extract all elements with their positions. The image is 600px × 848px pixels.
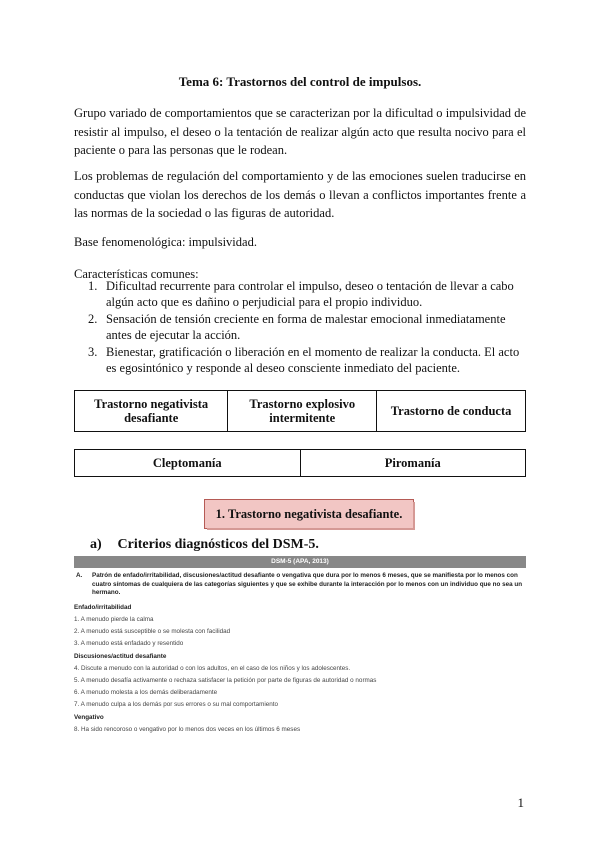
list-number: 3. [88,345,98,359]
list-number: 1. [88,279,98,293]
list-item [74,278,526,310]
subheading [90,537,319,553]
section-heading [204,499,414,529]
page-number: 1 [517,795,524,810]
subheading-label: a) [90,537,102,552]
dsm-item: 5. A menudo desafía activamente o rechaza satisfacer la petición por parte de figuras de autoridad o normas [74,676,377,684]
list-text: Sensación de tensión creciente en forma de malestar emocional inmediatamente antes de ejecutar la acción. [106,312,506,342]
list-text: Dificultad recurrente para controlar el impulso, deseo o tentación de llevar a cabo algún acto que es dañino o perjudicial para el propio individuo. [106,279,514,309]
dsm-criterion [74,572,526,598]
criterion-text: Patrón de enfado/irritabilidad, discusiones/actitud desafiante o vengativa que dura por lo menos 6 meses, que se manifiesta por lo menos con cuatro síntomas de cualquiera de las categorías siguientes y que se exhibe durante la interacción por lo menos con un individuo que no sea un hermano. [92,572,523,596]
disorders-table-row2 [74,449,526,477]
characteristics-label: Características comunes: [74,267,199,281]
page-title: Tema 6: Trastornos del control de impulsos. [178,74,422,89]
list-item [74,311,526,343]
dsm-item: 8. Ha sido rencoroso o vengativo por lo menos dos veces en los últimos 6 meses [74,725,301,733]
dsm-item: 6. A menudo molesta a los demás deliberadamente [74,688,218,696]
characteristics-list [74,278,526,377]
dsm-section-title: Enfado/irritabilidad [74,603,132,611]
dsm-item: 1. A menudo pierde la calma [74,615,154,623]
regulation-paragraph: Los problemas de regulación del comportamiento y de las emociones suelen traducirse en conductas que violan los derechos de los demás o llevan a conflictos importantes frente a las normas de la sociedad o las figuras de autoridad. [74,169,526,220]
subheading-text: Criterios diagnósticos del DSM-5. [117,537,319,552]
table-cell: Trastorno de conducta [377,391,526,432]
list-text: Bienestar, gratificación o liberación en el momento de realizar la conducta. El acto es egosintónico y responde al deseo consciente inmediato del paciente. [106,345,520,375]
table-cell: Piromanía [300,450,526,477]
section-heading-text: 1. Trastorno negativista desafiante. [215,507,403,521]
dsm-item: 2. A menudo está susceptible o se molesta con facilidad [74,627,231,635]
table-cell: Trastorno negativista desafiante [75,391,228,432]
table-cell: Cleptomanía [75,450,301,477]
dsm-item: 7. A menudo culpa a los demás por sus errores o su mal comportamiento [74,700,279,708]
list-item [74,344,526,376]
base-paragraph: Base fenomenológica: impulsividad. [74,235,257,249]
dsm-item: 3. A menudo está enfadado y resentido [74,639,184,647]
dsm-section-title: Discusiones/actitud desafiante [74,652,167,660]
list-number: 2. [88,312,98,326]
disorders-table-row1 [74,390,526,432]
table-cell: Trastorno explosivo intermitente [228,391,377,432]
dsm-criteria-box [74,556,526,733]
criterion-label: A. [76,572,83,579]
dsm-header: DSM-5 (APA, 2013) [74,556,526,568]
intro-paragraph: Grupo variado de comportamientos que se caracterizan por la dificultad o impulsividad de resistir al impulso, el deseo o la tentación de realizar algún acto que resulta nocivo para el paciente o para las personas que le rodean. [74,106,526,157]
dsm-section-title: Vengativo [74,713,104,721]
dsm-item: 4. Discute a menudo con la autoridad o con los adultos, en el caso de los niños y los adolescentes. [74,664,351,672]
